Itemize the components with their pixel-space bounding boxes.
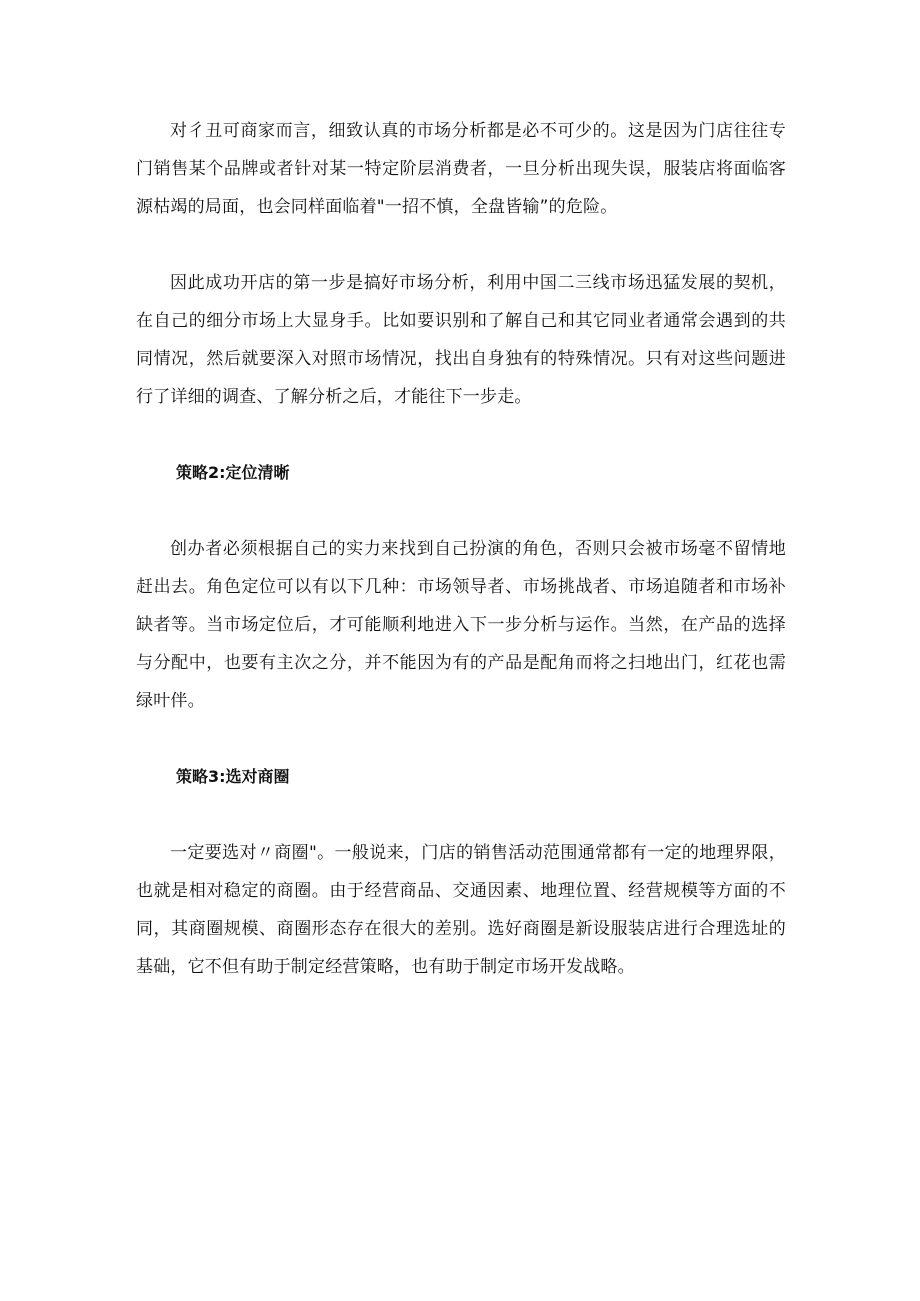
paragraph-spacer: [136, 492, 786, 530]
paragraph-spacer: [136, 226, 786, 264]
heading-strategy-2: 策略2:定位清晰: [176, 463, 290, 482]
heading-strategy-3: 策略3:选对商圈: [176, 767, 290, 786]
paragraph-first-step: 因此成功开店的第一步是搞好市场分析，利用中国二三线市场迅猛发展的契机，在自己的细分市场上大显身手。比如要识别和了解自己和其它同业者通常会遇到的共同情况，然后就要深入对照市场情况，找出自身独有的特殊情况。只有对这些问题进行了详细的调查、了解分析之后，才能往下一步走。: [136, 273, 786, 407]
paragraph-spacer: [136, 416, 786, 454]
paragraph-spacer: [136, 796, 786, 834]
document-body: [136, 112, 786, 986]
paragraph-trade-area: 一定要选对〃商圈"。一般说来，门店的销售活动范围通常都有一定的地理界限，也就是相对稳定的商圈。由于经营商品、交通因素、地理位置、经营规模等方面的不同，其商圈规模、商圈形态存在很大的差别。选好商圈是新设服装店进行合理选址的基础，它不但有助于制定经营策略，也有助于制定市场开发战略。: [136, 843, 786, 977]
paragraph-positioning: 创办者必须根据自己的实力来找到自己扮演的角色，否则只会被市场毫不留情地赶出去。角色定位可以有以下几种：市场领导者、市场挑战者、市场追随者和市场补缺者等。当市场定位后，才可能顺利地进入下一步分析与运作。当然，在产品的选择与分配中，也要有主次之分，并不能因为有的产品是配角而将之扫地出门，红花也需绿叶伴。: [136, 539, 786, 711]
paragraph-spacer: [136, 720, 786, 758]
paragraph-market-analysis: 对彳丑可商家而言，细致认真的市场分析都是必不可少的。这是因为门店往往专门销售某个品牌或者针对某一特定阶层消费者，一旦分析出现失误，服装店将面临客源枯竭的局面，也会同样面临着"一招不慎，全盘皆输”的危险。: [136, 121, 786, 217]
